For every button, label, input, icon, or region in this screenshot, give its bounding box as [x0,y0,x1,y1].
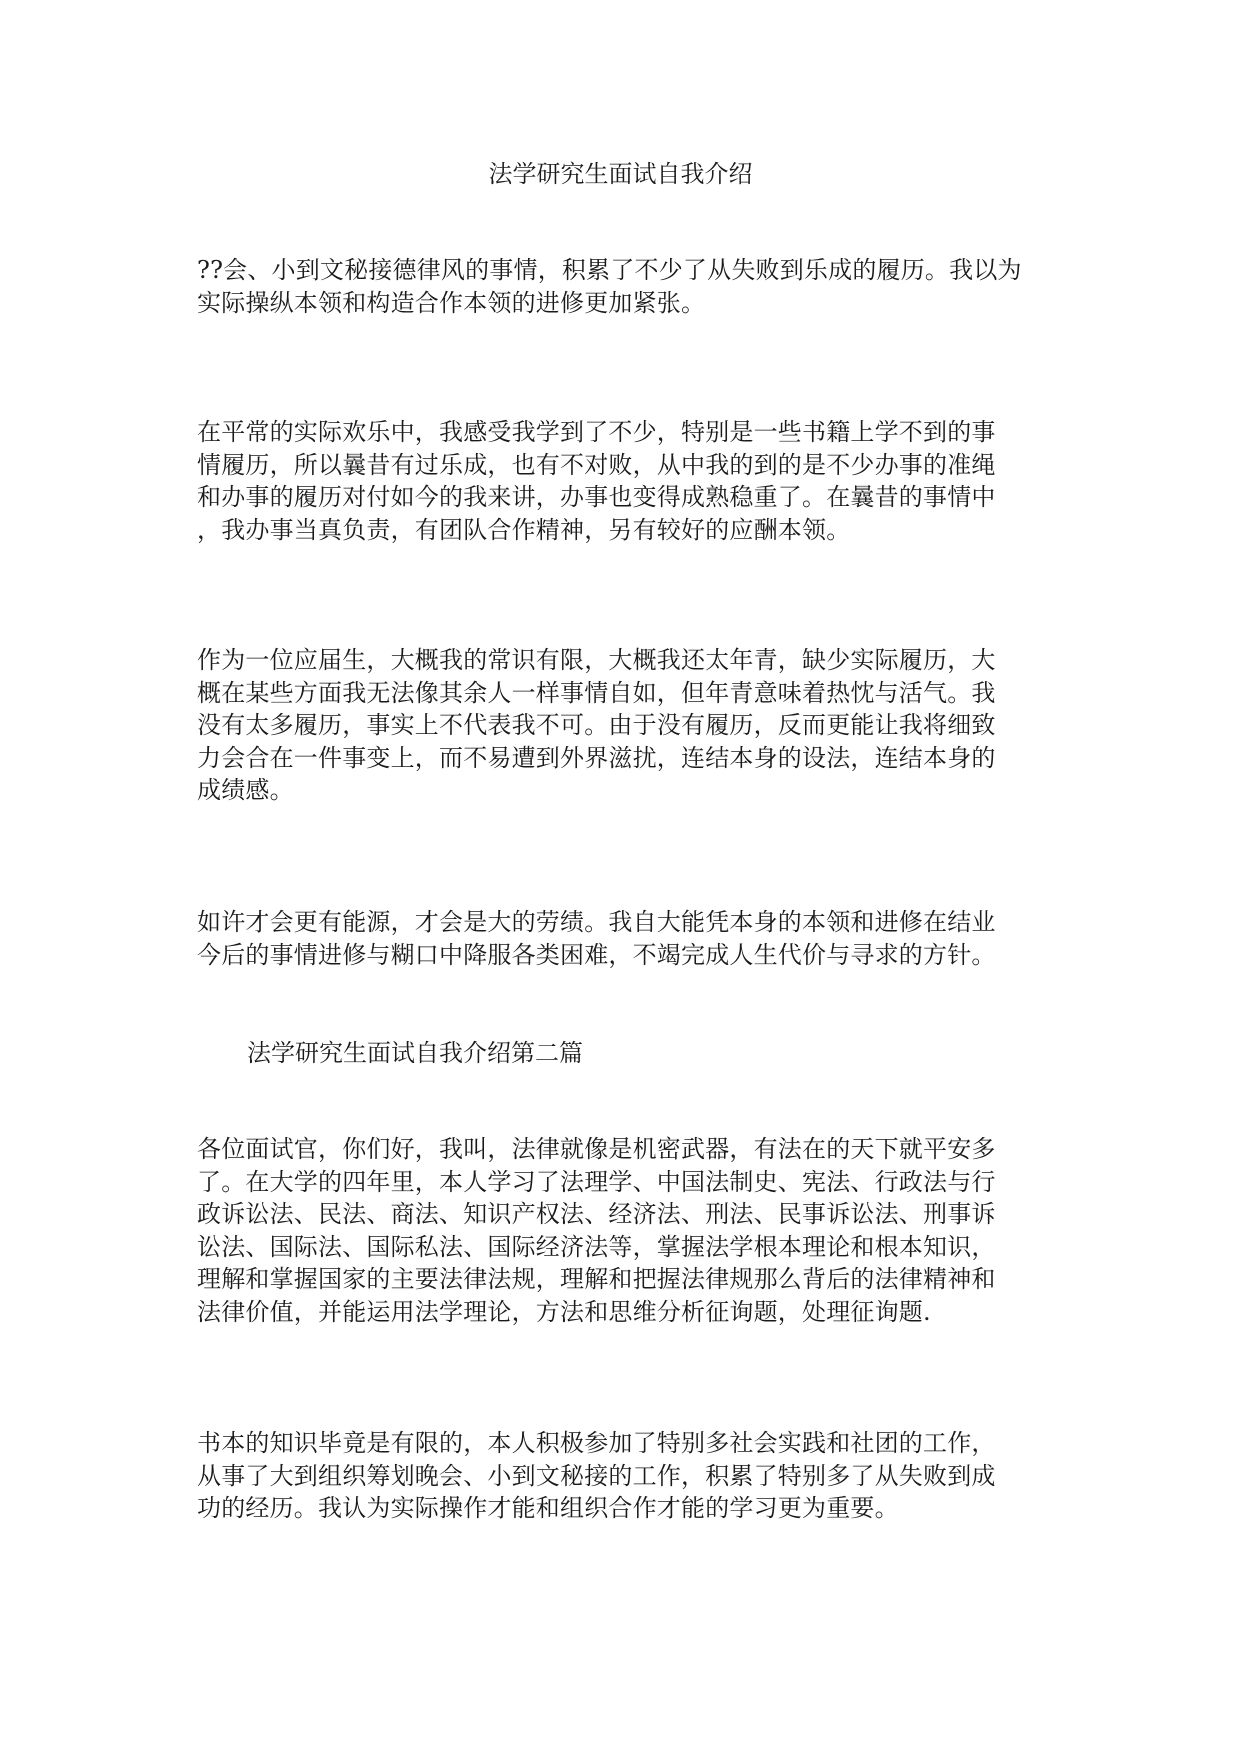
paragraph-line: 理解和掌握国家的主要法律法规，理解和把握法律规那么背后的法律精神和 [197,1265,996,1293]
paragraph-4 [197,906,1047,971]
paragraph-line: 实际操纵本领和构造合作本领的进修更加紧张。 [197,288,706,317]
paragraph-line: 作为一位应届生，大概我的常识有限，大概我还太年青，缺少实际履历，大 [197,646,996,674]
paragraph-2 [197,416,1047,546]
paragraph-line: 书本的知识毕竟是有限的，本人积极参加了特别多社会实践和社团的工作， [197,1429,996,1457]
paragraph-line: 法律价值，并能运用法学理论，方法和思维分析征询题，处理征询题. [197,1297,931,1326]
paragraph-line: 成绩感。 [197,776,294,804]
paragraph-1 [197,254,1047,319]
paragraph-6 [197,1427,1047,1525]
paragraph-line: ??会、小到文秘接德律风的事情，积累了不少了从失败到乐成的履历。我以为 [197,256,1022,284]
paragraph-line: 和办事的履历对付如今的我来讲，办事也变得成熟稳重了。在曩昔的事情中 [197,483,996,511]
second-article-title: 法学研究生面试自我介绍第二篇 [247,1039,583,1067]
paragraph-line: 各位面试官，你们好，我叫，法律就像是机密武器，有法在的天下就平安多 [197,1135,996,1163]
paragraph-line: 情履历，所以曩昔有过乐成，也有不对败，从中我的到的是不少办事的准绳 [197,450,996,479]
paragraph-line: 力会合在一件事变上，而不易遭到外界滋扰，连结本身的设法，连结本身的 [197,743,996,772]
paragraph-line: 如许才会更有能源，才会是大的劳绩。我自大能凭本身的本领和进修在结业 [197,908,996,936]
paragraph-line: 政诉讼法、民法、商法、知识产权法、经济法、刑法、民事诉讼法、刑事诉 [197,1200,996,1228]
paragraph-line: ，我办事当真负责，有团队合作精神，另有较好的应酬本领。 [197,515,851,544]
paragraph-line: 从事了大到组织筹划晚会、小到文秘接的工作，积累了特别多了从失败到成 [197,1461,996,1490]
paragraph-3 [197,644,1047,807]
paragraph-line: 了。在大学的四年里，本人学习了法理学、中国法制史、宪法、行政法与行 [197,1167,996,1196]
paragraph-line: 概在某些方面我无法像其余人一样事情自如，但年青意味着热忱与活气。我 [197,678,996,707]
paragraph-line: 功的经历。我认为实际操作才能和组织合作才能的学习更为重要。 [197,1494,899,1522]
paragraph-line: 没有太多履历，事实上不代表我不可。由于没有履历，反而更能让我将细致 [197,711,996,739]
paragraph-5 [197,1133,1047,1328]
document-title: 法学研究生面试自我介绍 [488,160,753,188]
paragraph-line: 今后的事情进修与糊口中降服各类困难，不竭完成人生代价与寻求的方针。 [197,940,996,969]
paragraph-line: 讼法、国际法、国际私法、国际经济法等，掌握法学根本理论和根本知识， [197,1232,996,1261]
paragraph-line: 在平常的实际欢乐中，我感受我学到了不少，特别是一些书籍上学不到的事 [197,418,996,446]
